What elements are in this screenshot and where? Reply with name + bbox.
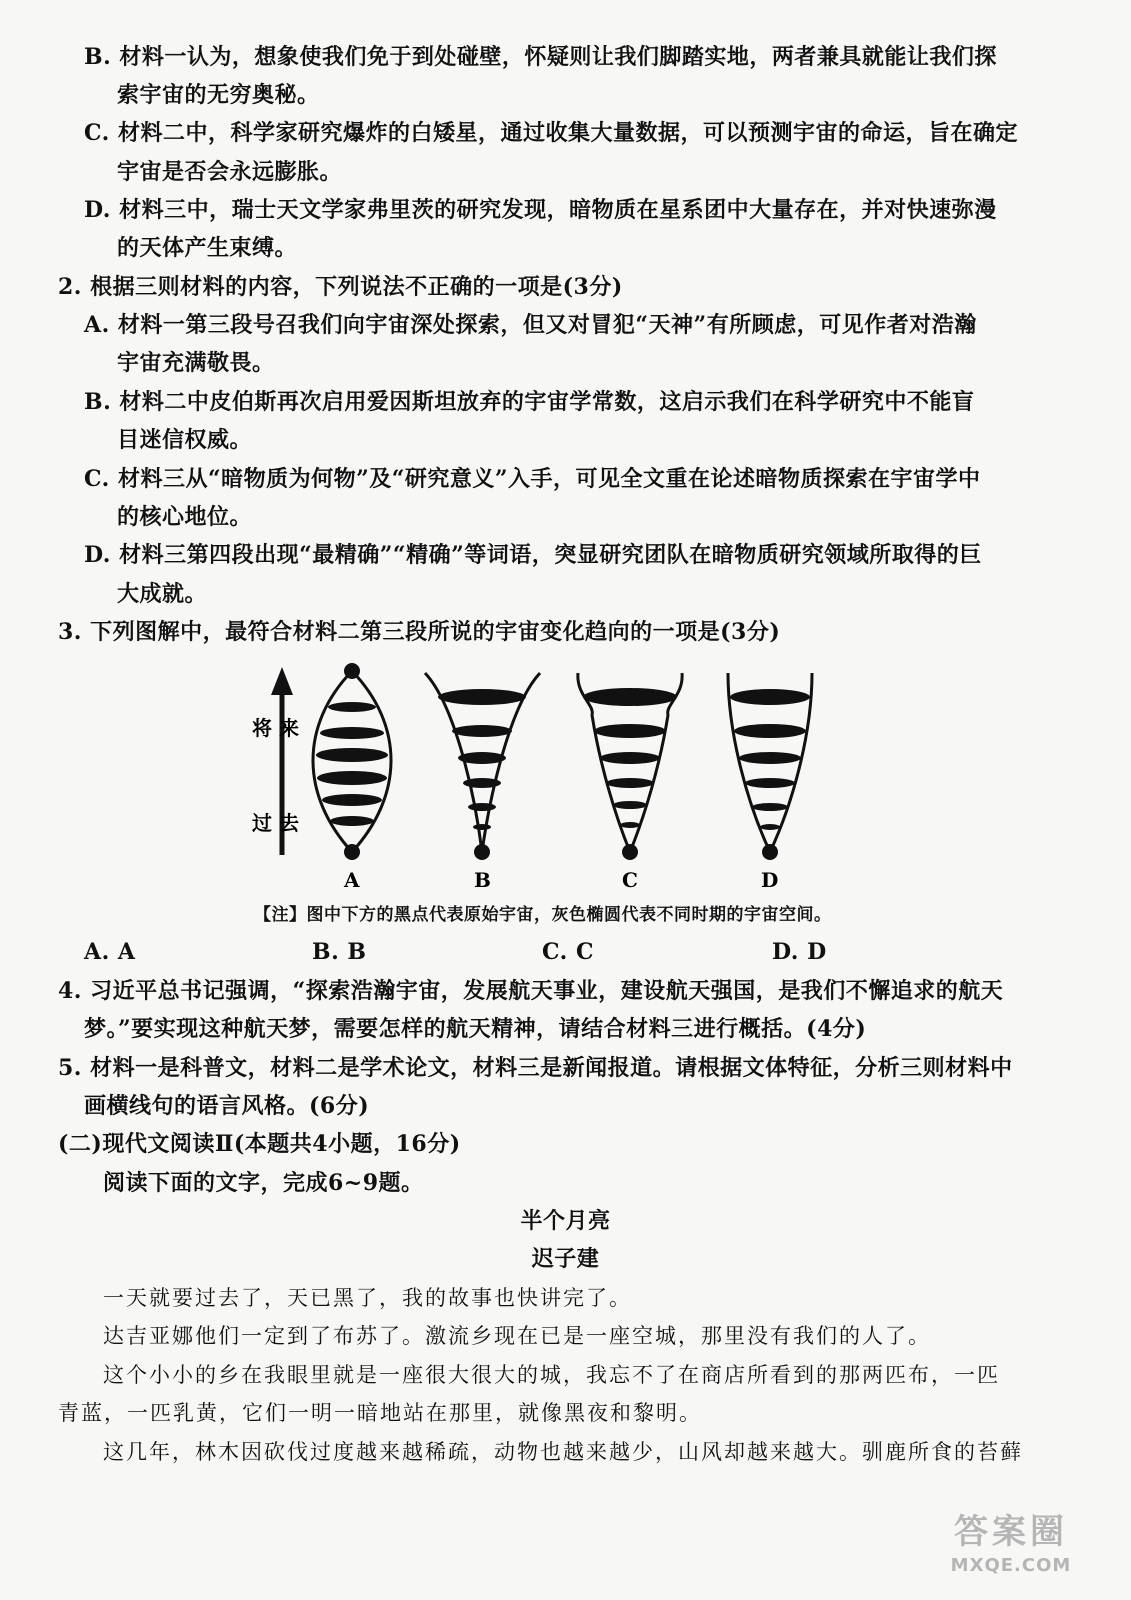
figure-c-band <box>583 688 677 706</box>
figure-a-band <box>330 816 374 826</box>
axis-label-future: 将 来 <box>252 716 299 740</box>
figure-d-band <box>734 724 806 738</box>
figure-b-band <box>438 689 526 705</box>
q3-figure-note: 【注】图中下方的黑点代表原始宇宙，灰色椭圆代表不同时期的宇宙空间。 <box>254 905 832 925</box>
q2-stem: 2. 根据三则材料的内容，下列说法不正确的一项是(3分) <box>58 274 623 300</box>
story-author: 迟子建 <box>531 1246 600 1272</box>
story-paragraph-4-line1: 这几年，林木因砍伐过度越来越稀疏，动物也越来越少，山风却越来越大。驯鹿所食的苔藓 <box>103 1440 1023 1464</box>
q1-option-c-line2: 宇宙是否会永远膨胀。 <box>117 159 343 185</box>
figure-d-band <box>760 824 780 830</box>
q3-answer-a: A. A <box>84 939 136 965</box>
q2-option-d-line2: 大成就。 <box>117 581 208 607</box>
figure-d-band <box>739 752 801 764</box>
q2-option-a-line1: A. 材料一第三段号召我们向宇宙深处探索，但又对冒犯“天神”有所顾虑，可见作者对浩瀚 <box>84 312 977 338</box>
figure-c-band <box>620 822 640 828</box>
figure-a-top-dot <box>344 663 360 679</box>
figure-a-band <box>328 702 376 712</box>
story-paragraph-2: 达吉亚娜他们一定到了布苏了。激流乡现在已是一座空城，那里没有我们的人了。 <box>103 1324 931 1348</box>
figure-c-band <box>600 752 660 764</box>
story-paragraph-3-line2: 青蓝，一匹乳黄，它们一明一暗地站在那里，就像黑夜和黎明。 <box>58 1401 702 1425</box>
figure-label-b: B <box>474 868 491 890</box>
q4-line2: 梦。”要实现这种航天梦，需要怎样的航天精神，请结合材料三进行概括。(4分) <box>84 1016 867 1042</box>
figure-a-band <box>322 794 382 806</box>
axis-label-past: 过 去 <box>252 811 299 835</box>
q3-stem: 3. 下列图解中，最符合材料二第三段所说的宇宙变化趋向的一项是(3分) <box>58 619 781 645</box>
figure-b-origin-dot <box>474 844 490 860</box>
figure-a-band <box>316 748 388 762</box>
q1-option-b-line1: B. 材料一认为，想象使我们免于到处碰壁，怀疑则让我们脚踏实地，两者兼具就能让我们探 <box>84 44 997 70</box>
q2-option-b-line1: B. 材料二中皮伯斯再次启用爱因斯坦放弃的宇宙学常数，这启示我们在科学研究中不能盲 <box>84 389 975 415</box>
figure-b-band <box>458 752 506 764</box>
q1-option-d-line1: D. 材料三中，瑞士天文学家弗里茨的研究发现，暗物质在星系团中大量存在，并对快速弥漫 <box>84 197 997 223</box>
q4-line1: 4. 习近平总书记强调，“探索浩瀚宇宙，发展航天事业，建设航天强国，是我们不懈追求的航天 <box>58 978 1004 1004</box>
figure-label-a: A <box>344 868 360 890</box>
figure-b <box>425 673 540 860</box>
figure-b-band <box>468 803 496 811</box>
story-title: 半个月亮 <box>520 1208 611 1234</box>
figure-a <box>313 663 391 860</box>
figure-d-band <box>752 803 788 811</box>
q3-answer-c: C. C <box>542 939 594 965</box>
q1-option-b-line2: 索宇宙的无穷奥秘。 <box>117 82 320 108</box>
figure-c-origin-dot <box>622 844 638 860</box>
figure-c-band <box>594 724 666 738</box>
watermark-logo-text: 答案圈 <box>954 1512 1068 1552</box>
figure-c <box>578 673 682 860</box>
q2-option-c-line1: C. 材料三从“暗物质为何物”及“研究意义”入手，可见全文重在论述暗物质探索在宇宙学中 <box>84 466 981 492</box>
section2-instruction: 阅读下面的文字，完成6~9题。 <box>103 1170 424 1196</box>
story-paragraph-3-line1: 这个小小的乡在我眼里就是一座很大很大的城，我忘不了在商店所看到的那两匹布，一匹 <box>103 1363 1000 1387</box>
figure-b-band <box>463 778 501 788</box>
figure-d-band <box>745 778 795 788</box>
q2-option-a-line2: 宇宙充满敬畏。 <box>117 350 275 376</box>
q5-line1: 5. 材料一是科普文，材料二是学术论文，材料三是新闻报道。请根据文体特征，分析三则材料中 <box>58 1055 1013 1081</box>
figure-c-band <box>613 801 647 809</box>
figure-d <box>728 673 812 860</box>
section2-heading: (二)现代文阅读Ⅱ(本题共4小题，16分) <box>58 1131 461 1157</box>
story-paragraph-1: 一天就要过去了，天已黑了，我的故事也快讲完了。 <box>103 1286 632 1310</box>
q2-option-c-line2: 的核心地位。 <box>117 504 253 530</box>
universe-evolution-diagram <box>240 655 860 890</box>
q1-option-d-line2: 的天体产生束缚。 <box>117 235 298 261</box>
q3-answer-d: D. D <box>772 939 827 965</box>
figure-d-origin-dot <box>762 844 778 860</box>
site-watermark <box>921 1510 1101 1590</box>
q1-option-c-line1: C. 材料二中，科学家研究爆炸的白矮星，通过收集大量数据，可以预测宇宙的命运，旨在确定 <box>84 120 1018 146</box>
figure-label-d: D <box>761 868 779 890</box>
figure-b-band <box>473 824 491 830</box>
q2-option-d-line1: D. 材料三第四段出现“最精确”“精确”等词语，突显研究团队在暗物质研究领域所取得的巨 <box>84 542 982 568</box>
time-axis <box>252 667 299 855</box>
figure-c-band <box>606 778 654 788</box>
q2-option-b-line2: 目迷信权威。 <box>117 427 253 453</box>
time-axis-arrowhead <box>271 667 293 695</box>
figure-b-band <box>452 725 512 737</box>
figure-a-band <box>317 771 387 785</box>
figure-a-origin-dot <box>344 844 360 860</box>
q5-line2: 画横线句的语言风格。(6分) <box>84 1093 370 1119</box>
figure-d-band <box>730 689 810 705</box>
q3-answer-b: B. B <box>312 939 367 965</box>
figure-a-band <box>320 727 384 739</box>
watermark-domain: MXQE.COM <box>950 1555 1072 1576</box>
figure-label-c: C <box>622 868 638 890</box>
